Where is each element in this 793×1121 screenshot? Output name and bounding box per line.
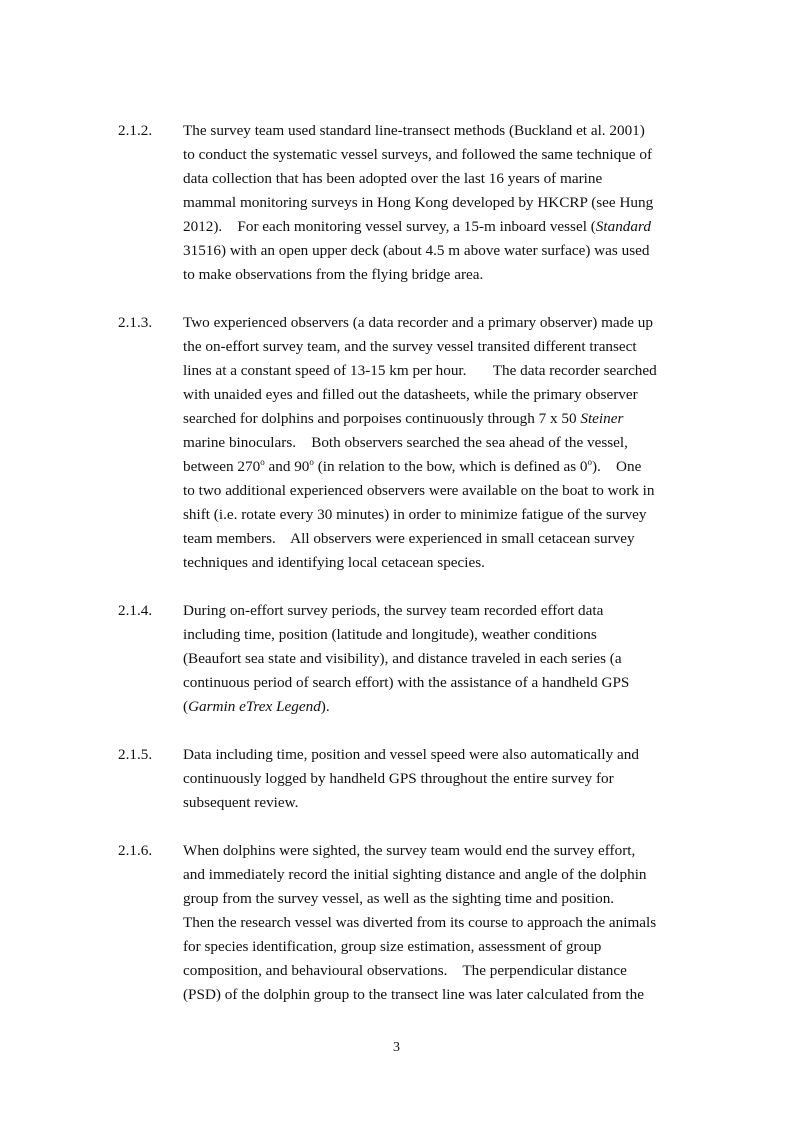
text-segment: When dolphins were sighted, the survey team would end the survey effort, — [183, 842, 636, 859]
text-line — [183, 239, 688, 263]
text-segment: for species identification, group size estimation, assessment of group — [183, 938, 602, 955]
text-segment: group from the survey vessel, as well as the sighting time and position. — [183, 890, 615, 907]
text-segment: (PSD) of the dolphin group to the transect line was later calculated from the — [183, 986, 644, 1003]
text-segment: lines at a constant speed of 13-15 km per hour. The data recorder searched — [183, 362, 657, 379]
text-line — [183, 887, 688, 911]
text-segment: continuous period of search effort) with the assistance of a handheld GPS — [183, 674, 630, 691]
text-line — [183, 455, 688, 479]
text-segment: The survey team used standard line-transect methods (Buckland et al. 2001) — [183, 122, 645, 139]
text-line — [183, 623, 688, 647]
text-line — [183, 263, 688, 287]
text-line — [183, 647, 688, 671]
italic-text: Standard — [595, 218, 651, 235]
text-line — [183, 911, 688, 935]
text-line — [183, 935, 688, 959]
page-number: 3 — [393, 1040, 400, 1055]
text-line — [183, 599, 688, 623]
text-segment: team members. All observers were experienced in small cetacean survey — [183, 530, 635, 547]
italic-text: Garmin eTrex Legend — [188, 698, 321, 715]
text-segment: including time, position (latitude and longitude), weather conditions — [183, 626, 597, 643]
paragraph-body — [183, 599, 688, 719]
text-segment: ( — [183, 698, 189, 715]
text-segment: marine binoculars. Both observers searched the sea ahead of the vessel, — [183, 434, 628, 451]
text-line — [183, 431, 688, 455]
text-segment: to make observations from the flying bridge area. — [183, 266, 484, 283]
paragraph-body — [183, 311, 688, 575]
paragraph-number: 2.1.3. — [118, 314, 153, 331]
text-segment: Two experienced observers (a data recorder and a primary observer) made up — [183, 314, 653, 331]
paragraph-body — [183, 119, 688, 287]
text-line — [183, 671, 688, 695]
italic-text: Steiner — [580, 410, 624, 427]
paragraph-body — [183, 839, 688, 1007]
text-segment: 2012). For each monitoring vessel survey, a 15-m inboard vessel ( — [183, 218, 596, 235]
text-segment: continuously logged by handheld GPS throughout the entire survey for — [183, 770, 614, 787]
text-segment: data collection that has been adopted over the last 16 years of marine — [183, 170, 603, 187]
text-segment: and 90 — [264, 458, 310, 475]
text-segment: the on-effort survey team, and the survey vessel transited different transect — [183, 338, 637, 355]
text-segment: between 270 — [183, 458, 261, 475]
text-segment: subsequent review. — [183, 794, 299, 811]
text-segment: 31516) with an open upper deck (about 4.5 m above water surface) was used — [183, 242, 650, 259]
text-segment: (Beaufort sea state and visibility), and distance traveled in each series (a — [183, 650, 622, 667]
text-line — [183, 407, 688, 431]
text-line — [183, 359, 688, 383]
text-line — [183, 335, 688, 359]
text-line — [183, 191, 688, 215]
text-line — [183, 527, 688, 551]
text-line — [183, 743, 688, 767]
paragraph-number: 2.1.5. — [118, 746, 153, 763]
text-segment: searched for dolphins and porpoises continuously through 7 x 50 — [183, 410, 581, 427]
text-segment: techniques and identifying local cetacean species. — [183, 554, 485, 571]
text-segment: shift (i.e. rotate every 30 minutes) in order to minimize fatigue of the survey — [183, 506, 647, 523]
text-line — [183, 959, 688, 983]
text-line — [183, 479, 688, 503]
text-segment: mammal monitoring surveys in Hong Kong developed by HKCRP (see Hung — [183, 194, 654, 211]
text-line — [183, 983, 688, 1007]
text-line — [183, 503, 688, 527]
text-segment: with unaided eyes and filled out the datasheets, while the primary observer — [183, 386, 638, 403]
text-line — [183, 119, 688, 143]
text-segment: to conduct the systematic vessel surveys, and followed the same technique of — [183, 146, 652, 163]
text-segment: composition, and behavioural observations. The perpendicular distance — [183, 962, 627, 979]
text-line — [183, 215, 688, 239]
text-line — [183, 839, 688, 863]
text-line — [183, 863, 688, 887]
text-segment: Data including time, position and vessel speed were also automatically and — [183, 746, 639, 763]
text-segment: ). — [320, 698, 330, 715]
text-line — [183, 311, 688, 335]
text-line — [183, 791, 688, 815]
text-line — [183, 167, 688, 191]
text-segment: During on-effort survey periods, the survey team recorded effort data — [183, 602, 604, 619]
degree-superscript: o — [587, 456, 592, 467]
text-segment: and immediately record the initial sighting distance and angle of the dolphin — [183, 866, 647, 883]
text-line — [183, 695, 688, 719]
paragraph-number: 2.1.4. — [118, 602, 153, 619]
text-line — [183, 767, 688, 791]
text-segment: ). One — [592, 458, 642, 475]
paragraph-number: 2.1.6. — [118, 842, 153, 859]
text-segment: Then the research vessel was diverted from its course to approach the animals — [183, 914, 657, 931]
degree-superscript: o — [260, 456, 265, 467]
paragraph-body — [183, 743, 688, 815]
text-line — [183, 383, 688, 407]
degree-superscript: o — [309, 456, 314, 467]
text-line — [183, 551, 688, 575]
text-segment: (in relation to the bow, which is defined as 0 — [313, 458, 588, 475]
text-line — [183, 143, 688, 167]
text-segment: to two additional experienced observers were available on the boat to work in — [183, 482, 655, 499]
paragraph-number: 2.1.2. — [118, 122, 153, 139]
